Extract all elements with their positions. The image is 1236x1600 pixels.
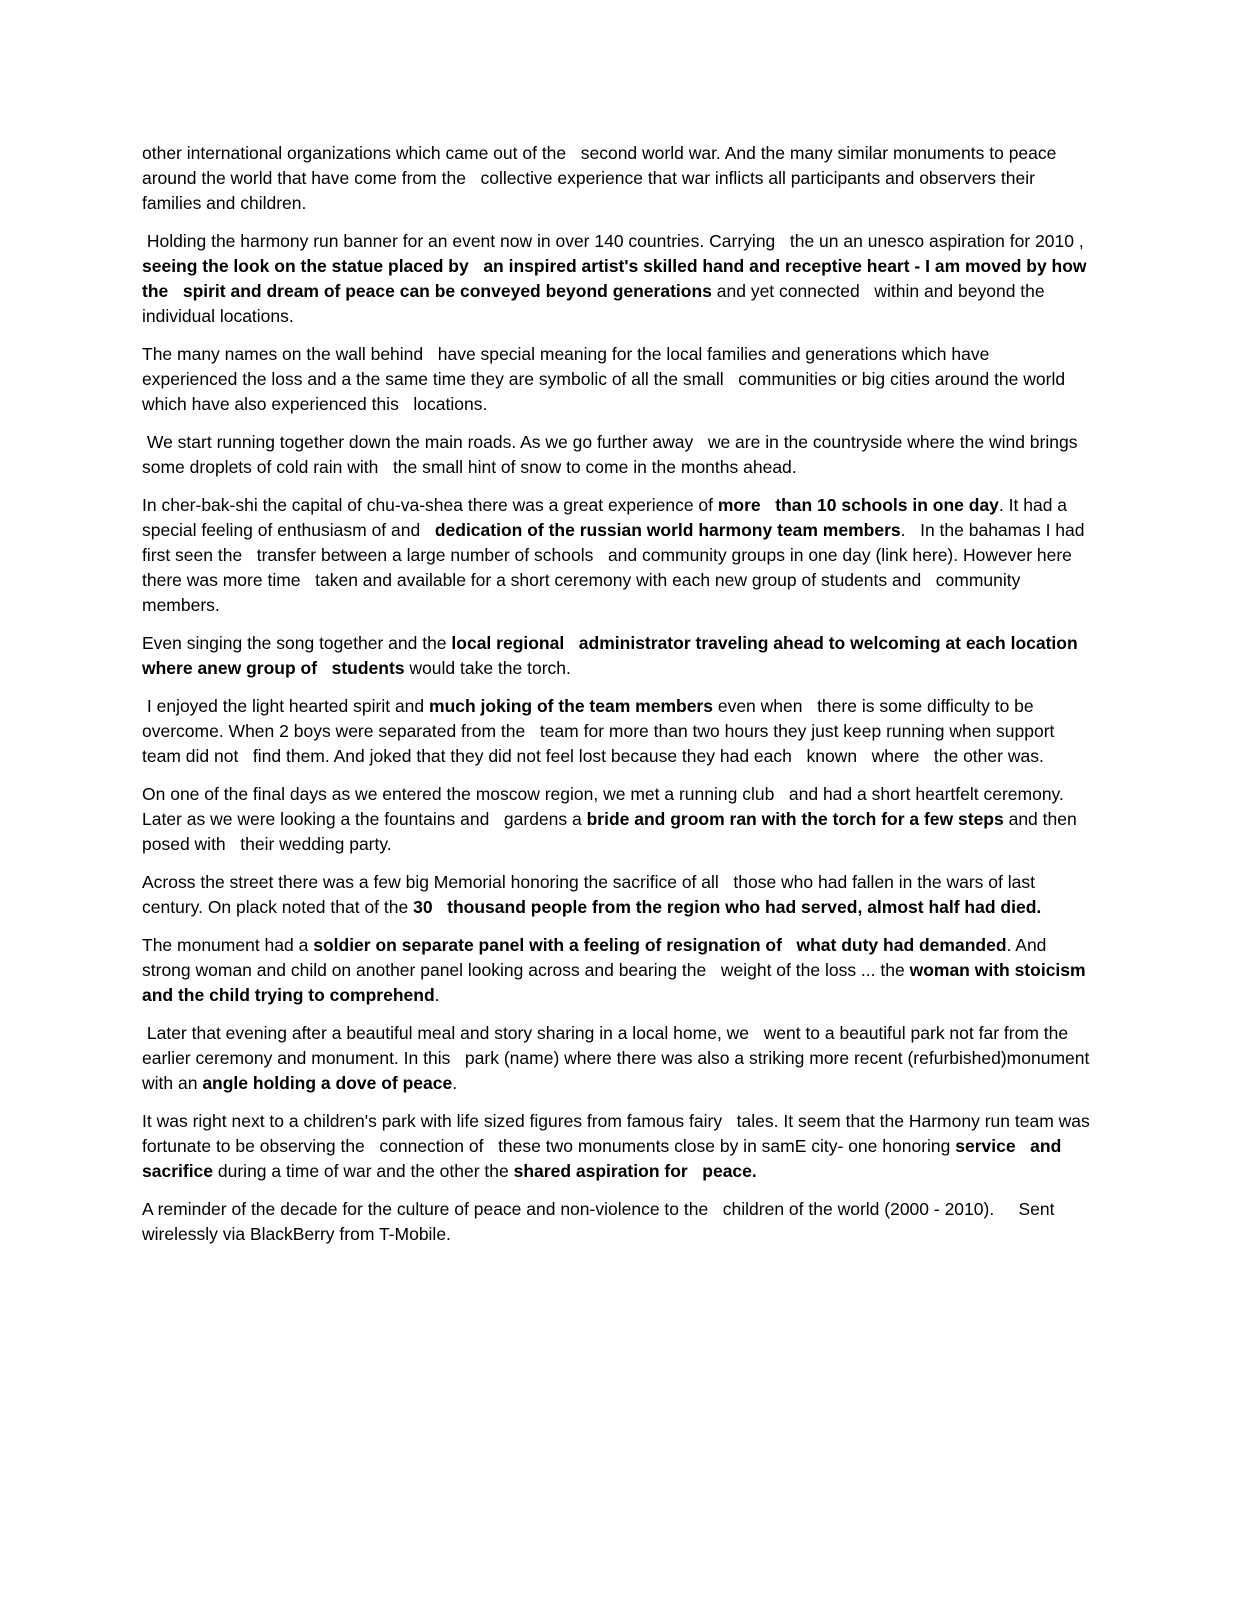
text-run: It was right next to a children's park with life sized figures from famous fairy tales. It seem that the Harmony run team was fortunate to be observing the connection of these two monuments close by in samE city- one honoring — [142, 1111, 1095, 1156]
text-run: during a time of war and the other the — [213, 1161, 514, 1181]
text-run: Later that evening after a beautiful meal and story sharing in a local home, we went to a beautiful park not far from the earlier ceremony and monument. In this park (name) where there was also a striking more recent (refurbished)monument with an — [142, 1023, 1104, 1093]
document-body — [142, 141, 1104, 1260]
paragraph — [142, 430, 1094, 480]
text-run: In cher-bak-shi the capital of chu-va-shea there was a great experience of — [142, 495, 718, 515]
text-run: On one of the final days as we entered the moscow region, we met a running club and had a short heartfelt ceremony. Later as we were looking a the fountains and gardens a — [142, 784, 1069, 829]
paragraph — [142, 141, 1094, 216]
text-run: Holding the harmony run banner for an event now in over 140 countries. Carrying the un an unesco aspiration for 2010 , — [142, 231, 1089, 251]
text-run: other international organizations which came out of the second world war. And the many similar monuments to peace around the world that have come from the collective experience that war inflicts all participants and observers their families and children. — [142, 143, 1062, 213]
text-run-bold: much joking of the team members — [429, 696, 713, 716]
text-run-bold: soldier on separate panel with a feeling of resignation of what duty had demanded — [313, 935, 1007, 955]
text-run: I enjoyed the light hearted spirit and — [142, 696, 430, 716]
text-run: even when there is some difficulty to be overcome. When 2 boys were separated from the team for more than two hours they just keep running when support team did not find them. And joked that they did not feel lost because they had each known where the other was. — [142, 696, 1060, 766]
text-run: . In the bahamas I had first seen the transfer between a large number of schools and community groups in one day (link here). However here there was more time taken and available for a short ceremony with each new group of students and community members. — [142, 520, 1090, 615]
text-run: We start running together down the main roads. As we go further away we are in the countryside where the wind brings some droplets of cold rain with the small hint of snow to come in the months ahead. — [142, 432, 1083, 477]
text-run: . It had a special feeling of enthusiasm of and — [142, 495, 1072, 540]
text-run-bold: 30 thousand people from the region who had served, almost half had died. — [413, 897, 1042, 917]
paragraph — [142, 1197, 1094, 1247]
paragraph — [142, 933, 1094, 1008]
paragraph — [142, 1109, 1094, 1184]
text-run-bold: local regional administrator traveling ahead to welcoming at each location where anew group of students — [142, 633, 1083, 678]
text-run: A reminder of the decade for the culture of peace and non-violence to the children of the world (2000 - 2010). Sent wirelessly via BlackBerry from T-Mobile. — [142, 1199, 1060, 1244]
text-run: . — [434, 985, 440, 1005]
text-run: Across the street there was a few big Memorial honoring the sacrifice of all those who had fallen in the wars of last century. On plack noted that of the — [142, 872, 1040, 917]
text-run: would take the torch. — [404, 658, 571, 678]
text-run: Even singing the song together and the — [142, 633, 452, 653]
text-run: . — [452, 1073, 458, 1093]
text-run-bold: seeing the look on the statue placed by an inspired artist's skilled hand and receptive heart - I am moved by how the spirit and dream of peace can be conveyed beyond generations — [142, 256, 1092, 301]
paragraph — [142, 493, 1094, 618]
text-run: and then posed with their wedding party. — [142, 809, 1082, 854]
text-run-bold: service and sacrifice — [142, 1136, 1067, 1181]
paragraph — [142, 1021, 1104, 1096]
text-run-bold: angle holding a dove of peace — [202, 1073, 453, 1093]
text-run: . And strong woman and child on another panel looking across and bearing the weight of the loss ... the — [142, 935, 1052, 980]
paragraph — [142, 870, 1094, 920]
text-run-bold: bride and groom ran with the torch for a few steps — [586, 809, 1004, 829]
text-run-bold: woman with stoicism and the child trying to comprehend — [142, 960, 1091, 1005]
paragraph — [142, 782, 1094, 857]
paragraph — [142, 631, 1094, 681]
paragraph — [142, 229, 1094, 329]
text-run-bold: more than 10 schools in one day — [717, 495, 999, 515]
text-run: and yet connected within and beyond the individual locations. — [142, 281, 1050, 326]
text-run: The monument had a — [142, 935, 314, 955]
paragraph — [142, 342, 1094, 417]
text-run-bold: shared aspiration for peace. — [513, 1161, 757, 1181]
text-run-bold: dedication of the russian world harmony team members — [434, 520, 901, 540]
text-run: The many names on the wall behind have special meaning for the local families and generations which have experienced the loss and a the same time they are symbolic of all the small communities or big cities around the world which have also experienced this locations. — [142, 344, 1070, 414]
paragraph — [142, 694, 1094, 769]
